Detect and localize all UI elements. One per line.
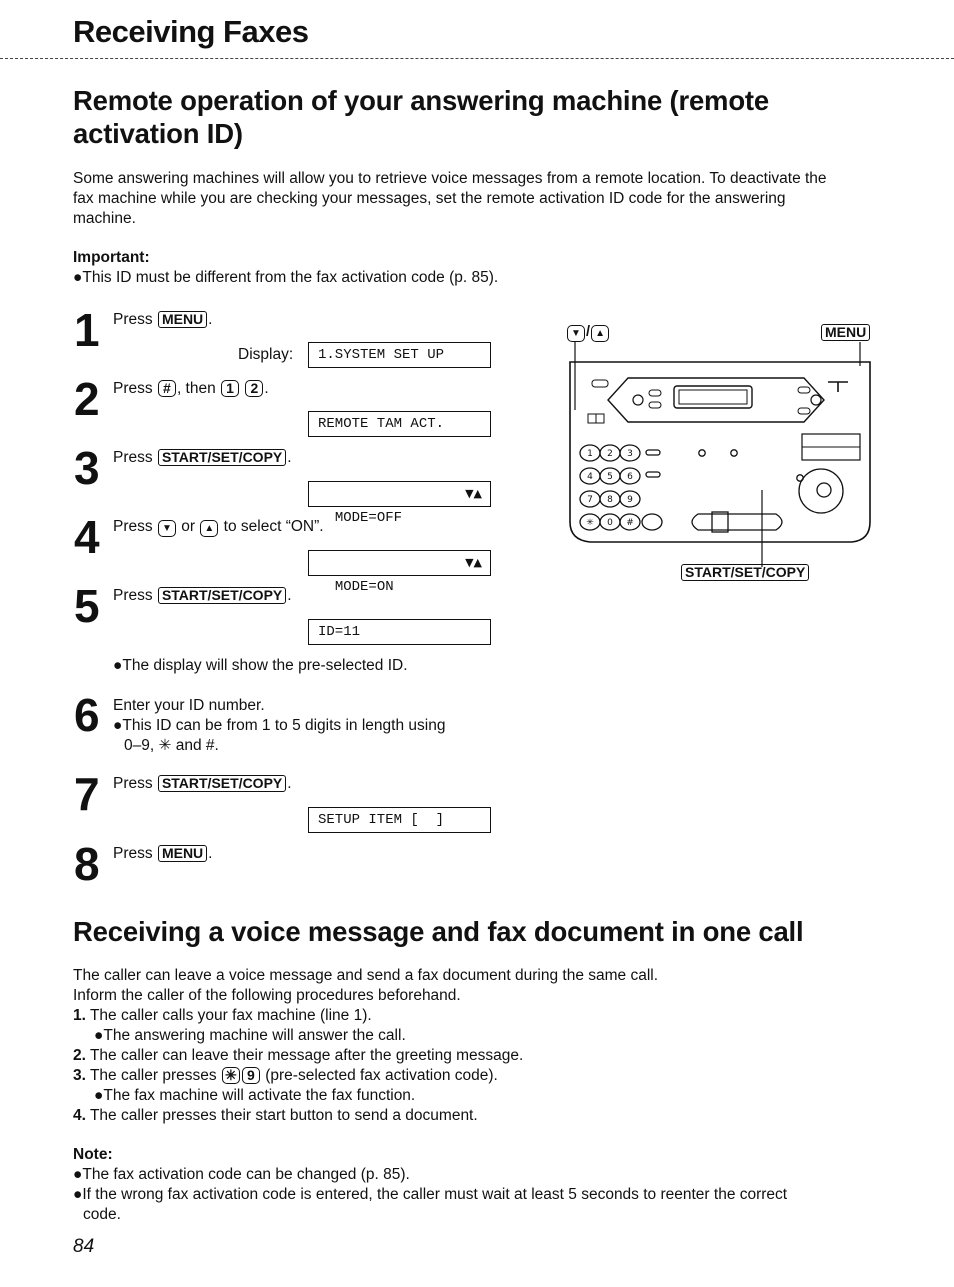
step-text: ●This ID can be from 1 to 5 digits in length using: [113, 717, 446, 734]
step-number: 2: [74, 373, 100, 425]
step-text: Enter your ID number.: [113, 697, 265, 714]
start-set-copy-key-icon: START/SET/COPY: [158, 449, 286, 466]
lcd-arrows-icon: ▼▲: [465, 487, 482, 500]
intro-paragraph: [73, 169, 827, 229]
step-instruction: Press MENU .: [113, 311, 213, 328]
start-set-copy-key-icon: START/SET/COPY: [158, 775, 286, 792]
step-note: ●The display will show the pre-selected ID.: [113, 657, 408, 674]
start-set-copy-key-icon: START/SET/COPY: [158, 587, 286, 604]
keypad-key: ✳: [586, 518, 594, 528]
page-number: 84: [73, 1236, 95, 1257]
hash-key-icon: #: [158, 380, 176, 397]
list-text: The caller calls your fax machine (line 1).: [89, 1007, 372, 1024]
step-number: 3: [74, 442, 100, 494]
keypad-key: 3: [627, 449, 633, 459]
step-instruction: Press # , then 1 2 .: [113, 380, 269, 397]
lcd-text: MODE=OFF: [334, 510, 403, 526]
note-line: code.: [83, 1206, 121, 1223]
step-text: or: [181, 518, 196, 535]
keypad-key: 1: [587, 449, 593, 459]
display-label: Display:: [238, 346, 294, 363]
step-number: 1: [74, 304, 100, 356]
section1-title-line1: Remote operation of your answering machine (remote: [73, 85, 769, 116]
step-number: 7: [74, 768, 100, 820]
step-number: 6: [74, 689, 100, 741]
step-text: Press: [113, 775, 153, 792]
menu-key-icon: MENU: [158, 845, 207, 862]
start-set-copy-label: [680, 564, 810, 581]
note-line: ●The fax activation code can be changed (p. 85).: [73, 1166, 410, 1183]
fax-machine-illustration: [566, 342, 876, 592]
key-1-icon: 1: [221, 380, 239, 397]
keypad-key: 6: [627, 472, 633, 482]
menu-key-icon: MENU: [821, 324, 870, 341]
step-number: 8: [74, 838, 100, 890]
lcd-display: [308, 550, 491, 595]
list-item: [73, 1106, 658, 1126]
fax-machine-figure: [566, 322, 876, 592]
step-text: Press: [113, 518, 153, 535]
step-text: Press: [113, 311, 153, 328]
step-instruction: [113, 696, 445, 756]
intro-line: fax machine while you are checking your messages, set the remote activation ID code for the answering: [73, 190, 786, 207]
step-text: to select “ON”.: [223, 518, 324, 535]
step-text: , then: [176, 380, 216, 397]
key-2-icon: 2: [245, 380, 263, 397]
list-number: 3.: [73, 1067, 86, 1084]
keypad-key: 7: [587, 495, 593, 505]
step-instruction: Press MENU .: [113, 845, 213, 862]
keypad-key: #: [626, 518, 634, 528]
keypad-key: 4: [587, 472, 593, 482]
list-item: [73, 1046, 658, 1066]
keypad-key: 5: [607, 472, 613, 482]
star-key-icon: ✳: [222, 1067, 240, 1084]
intro-line: Some answering machines will allow you to retrieve voice messages from a remote location. To deactivate the: [73, 170, 827, 187]
step-instruction: [113, 518, 324, 537]
list-item: [73, 1006, 658, 1026]
step-number: 5: [74, 580, 100, 632]
key-9-icon: 9: [242, 1067, 260, 1084]
header-divider: [0, 58, 954, 59]
list-number: 2.: [73, 1047, 86, 1064]
lcd-display: SETUP ITEM [ ]: [308, 807, 491, 833]
list-item: [73, 1066, 658, 1086]
menu-label: [820, 324, 871, 341]
note-line: ●If the wrong fax activation code is entered, the caller must wait at least 5 seconds to reenter the correct: [73, 1186, 788, 1203]
keypad-key: 8: [607, 495, 613, 505]
note-label: Note:: [73, 1146, 113, 1163]
section1-title-line2: activation ID): [73, 118, 243, 149]
step-text: Press: [113, 845, 153, 862]
keypad-key: 0: [607, 518, 613, 528]
menu-key-icon: MENU: [158, 311, 207, 328]
lcd-display: ID=11: [308, 619, 491, 645]
keypad-key: 9: [627, 495, 633, 505]
step-text: Press: [113, 587, 153, 604]
step-text: Press: [113, 380, 153, 397]
list-number: 1.: [73, 1007, 86, 1024]
important-text: ●This ID must be different from the fax activation code (p. 85).: [73, 269, 499, 286]
down-arrow-key-icon: ▼: [158, 520, 176, 537]
list-subitem: ●The fax machine will activate the fax function.: [94, 1087, 416, 1104]
list-text: The caller presses: [89, 1067, 217, 1084]
step-text: 0–9, ✳ and #.: [124, 737, 219, 754]
step-instruction: Press START/SET/COPY .: [113, 449, 292, 466]
section2-body: [73, 966, 658, 1126]
lcd-text: MODE=ON: [334, 579, 394, 595]
lcd-arrows-icon: ▼▲: [465, 556, 482, 569]
lcd-display: REMOTE TAM ACT.: [308, 411, 491, 437]
list-text: The caller presses their start button to send a document.: [89, 1107, 478, 1124]
list-text: The caller can leave their message after the greeting message.: [89, 1047, 524, 1064]
lcd-display: 1.SYSTEM SET UP: [308, 342, 491, 368]
list-text: (pre-selected fax activation code).: [265, 1067, 498, 1084]
intro-line: machine.: [73, 210, 136, 227]
up-arrow-key-icon: ▲: [591, 325, 609, 342]
keypad-key: 2: [607, 449, 613, 459]
step-instruction: Press START/SET/COPY .: [113, 775, 292, 792]
note-body: [73, 1165, 787, 1225]
page-header-title: Receiving Faxes: [73, 14, 309, 49]
step-instruction: Press START/SET/COPY .: [113, 587, 292, 604]
intro-line: Inform the caller of the following procedures beforehand.: [73, 987, 461, 1004]
step-number: 4: [74, 511, 100, 563]
step-text: Press: [113, 449, 153, 466]
section2-title: Receiving a voice message and fax document in one call: [73, 916, 804, 947]
list-number: 4.: [73, 1107, 86, 1124]
down-arrow-key-icon: ▼: [567, 325, 585, 342]
intro-line: The caller can leave a voice message and send a fax document during the same call.: [73, 967, 659, 984]
list-subitem: ●The answering machine will answer the call.: [94, 1027, 406, 1044]
important-label: Important:: [73, 249, 150, 266]
arrow-keys-label: ▼ / ▲: [566, 324, 610, 342]
lcd-display: [308, 481, 491, 526]
start-set-copy-key-icon: START/SET/COPY: [681, 564, 809, 581]
up-arrow-key-icon: ▲: [200, 520, 218, 537]
